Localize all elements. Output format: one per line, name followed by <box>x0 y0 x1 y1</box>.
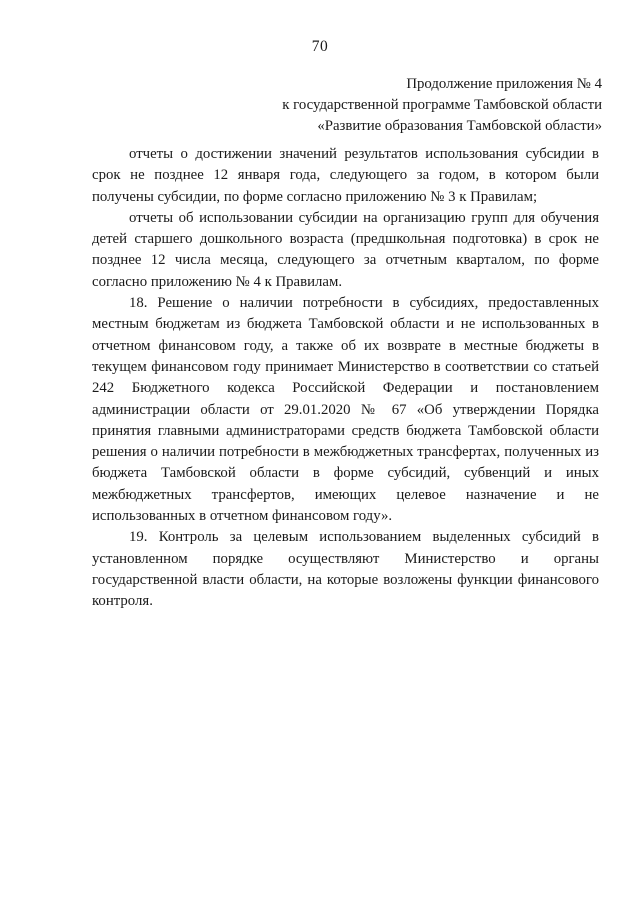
paragraph-report-preschool-groups: отчеты об использовании субсидии на организацию групп для обучения детей старшего дошкольного возраста (предшкольная подготовка) в срок не позднее 12 числа месяца, следующего за отчетным кварталом, по форме согласно приложению № 4 к Правилам. <box>92 209 599 290</box>
paragraph-19-subsidy-control: 19. Контроль за целевым использованием выделенных субсидий в установленном порядке осуществляют Министерство и органы государственной власти области, на которые возложены функции финансового контроля. <box>92 529 599 610</box>
appendix-continuation-line: Продолжение приложения № 4 <box>406 76 602 92</box>
paragraph-report-results: отчеты о достижении значений результатов использования субсидии в срок не позднее 12 января года, следующего за годом, в котором были получены субсидии, по форме согласно приложению № 3 к Правилам; <box>92 146 599 205</box>
paragraph-18-subsidy-need-decision: 18. Решение о наличии потребности в субсидиях, предоставленных местным бюджетам из бюджета Тамбовской области и не использованных в отчетном финансовом году, а также об их возврате в местные бюджеты в текущем финансовом году принимает Министерство в соответствии со статьей 242 Бюджетного кодекса Российской Федерации и постановлением администрации области от 29.01.2020 № 67 «Об утверждении Порядка принятия главными администраторами средств бюджета Тамбовской области решения о наличии потребности в межбюджетных трансфертах, полученных из бюджета Тамбовской области в форме субсидий, субвенций и иных межбюджетных трансфертов, имеющих целевое назначение и не использованных в отчетном финансовом году». <box>92 295 599 525</box>
appendix-program-title-line: «Развитие образования Тамбовской области» <box>317 118 602 134</box>
appendix-header <box>282 74 602 137</box>
page-number: 70 <box>311 38 329 55</box>
appendix-program-line: к государственной программе Тамбовской области <box>282 97 602 113</box>
document-body <box>92 144 599 613</box>
